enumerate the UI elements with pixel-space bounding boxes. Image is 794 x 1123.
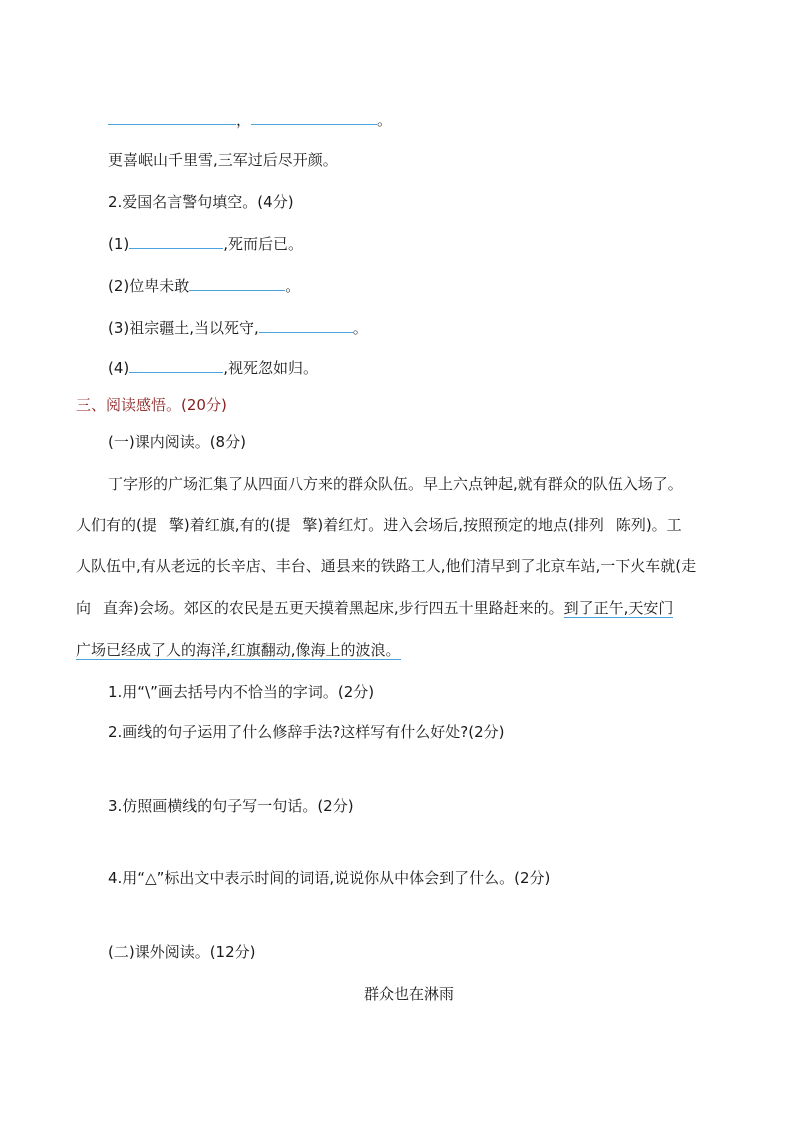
- answer-blank[interactable]: [129, 358, 223, 373]
- article-title: 群众也在淋雨: [364, 985, 455, 1003]
- part-heading: (二)课外阅读。(12分): [108, 943, 256, 961]
- fill-item-3: (3)祖宗疆土,当以死守, 。: [108, 319, 368, 337]
- answer-blank[interactable]: [251, 110, 377, 125]
- question-4: 4.用“△”标出文中表示时间的词语,说说你从中体会到了什么。(2分): [108, 869, 551, 887]
- poem-line: 更喜岷山千里雪,三军过后尽开颜。: [108, 151, 338, 169]
- question-title: 2.爱国名言警句填空。(4分): [108, 193, 294, 211]
- answer-blank[interactable]: [108, 110, 236, 125]
- answer-blank[interactable]: [189, 276, 285, 291]
- question-3: 3.仿照画横线的句子写一句话。(2分): [108, 797, 354, 815]
- fill-item-4: (4) ,视死忽如归。: [108, 359, 319, 377]
- question-1: 1.用“\”画去括号内不恰当的字词。(2分): [108, 683, 375, 701]
- section-heading: 三、阅读感悟。(20分): [76, 396, 227, 414]
- passage-line: 人队伍中,有从老远的长辛店、丰台、通县来的铁路工人,他们清早到了北京车站,一下火车就(走: [76, 557, 697, 575]
- fill-item-2: (2)位卑未敢 。: [108, 277, 301, 295]
- answer-blank[interactable]: [259, 318, 353, 333]
- passage-line: [76, 640, 401, 660]
- punct-end: 。: [377, 111, 393, 129]
- fill-item-1: (1) ,死而后已。: [108, 235, 304, 253]
- punct-comma: ，: [236, 111, 252, 129]
- passage-line: 丁字形的广场汇集了从四面八方来的群众队伍。早上六点钟起,就有群众的队伍入场了。: [108, 475, 683, 493]
- answer-blank[interactable]: [129, 234, 223, 249]
- part-heading: (一)课内阅读。(8分): [108, 433, 246, 451]
- passage-line: 向 直奔)会场。郊区的农民是五更天摸着黑起床,步行四五十里路赶来的。到了正午,天安门: [76, 599, 674, 617]
- question-2: 2.画线的句子运用了什么修辞手法?这样写有什么好处?(2分): [108, 723, 505, 741]
- underlined-sentence: 到了正午,天安门: [563, 599, 674, 617]
- underlined-sentence: 广场已经成了人的海洋,红旗翻动,像海上的波浪。: [76, 641, 401, 659]
- fill-blank-line: [108, 110, 392, 130]
- passage-line: 人们有的(提 擎)着红旗,有的(提 擎)着红灯。进入会场后,按照预定的地点(排列 陈列)。工: [76, 516, 682, 534]
